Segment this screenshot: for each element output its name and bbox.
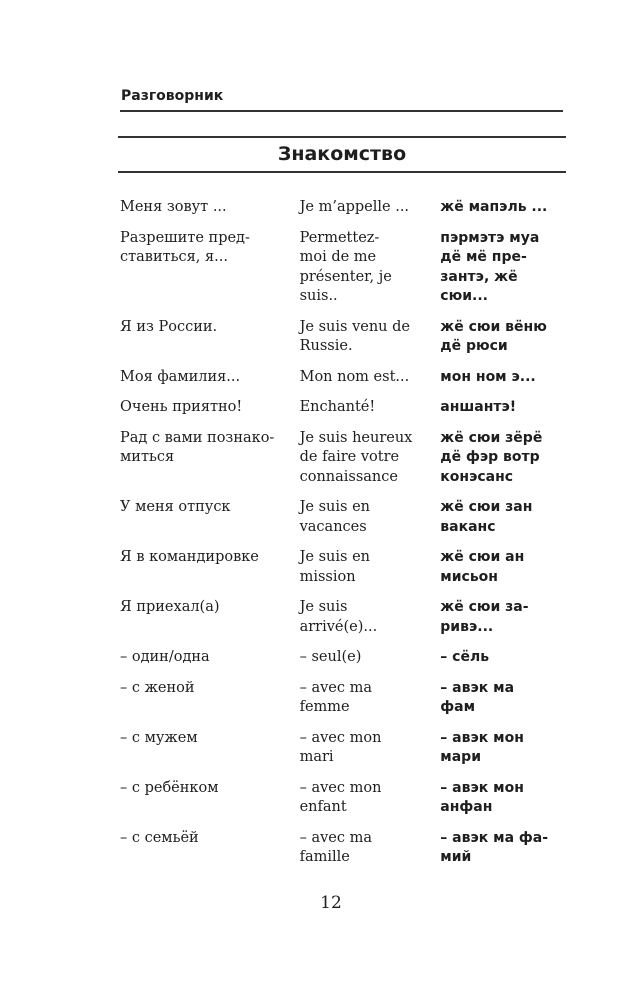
transcription: жё сюи за- ривэ... (440, 599, 529, 635)
russian-phrase: Моя фамилия... (120, 368, 241, 385)
phrase-row (120, 229, 570, 307)
french-phrase: Permettez- moi de me présenter, je suis.. (299, 229, 392, 304)
phrase-row (120, 318, 570, 357)
transcription: – авэк ма фа- мий (440, 829, 549, 865)
russian-phrase: – один/одна (120, 649, 210, 665)
russian-phrase: Рад с вами познако- миться (120, 429, 275, 465)
russian-phrase: Очень приятно! (120, 399, 243, 415)
phrase-row (120, 548, 570, 587)
phrase-row (120, 498, 570, 537)
phrase-row (120, 779, 570, 818)
french-phrase: Je suis arrivé(e)... (299, 599, 378, 635)
title-top-rule (118, 136, 566, 138)
phrase-row (120, 368, 570, 388)
phrase-row (120, 648, 570, 668)
russian-phrase: Я из России. (120, 318, 218, 335)
phrase-row (120, 429, 570, 488)
phrase-row (120, 829, 570, 868)
french-phrase: Enchanté! (299, 399, 376, 415)
transcription: жё сюи ан мисьон (440, 549, 525, 585)
french-phrase: Je suis heureux de faire votre connaissance (299, 429, 413, 485)
transcription: – авэк мон мари (440, 729, 524, 765)
russian-phrase: У меня отпуск (120, 499, 231, 515)
french-phrase: – avec mon mari (299, 729, 382, 765)
russian-phrase: – с ребёнком (120, 779, 219, 796)
running-header: Разговорник (121, 88, 224, 104)
phrase-row (120, 198, 570, 218)
header-rule (120, 110, 563, 112)
transcription: пэрмэтэ муа дё мё пре- зантэ, жё сюи... (440, 229, 540, 304)
page-number: 12 (320, 893, 342, 913)
phrase-row (120, 598, 570, 637)
section-title: Знакомство (277, 143, 407, 165)
russian-phrase: Я в командировке (120, 549, 259, 565)
transcription: жё сюи зёрё дё фэр вотр конэсанс (440, 429, 543, 485)
phrase-row (120, 398, 570, 418)
russian-phrase: – с женой (120, 679, 195, 696)
transcription: аншантэ! (440, 399, 517, 415)
russian-phrase: Разрешите пред- ставиться, я... (120, 229, 250, 265)
phrase-row (120, 679, 570, 718)
phrase-table (120, 198, 570, 879)
title-bottom-rule (118, 171, 566, 173)
french-phrase: – avec ma famille (299, 829, 372, 865)
french-phrase: Mon nom est... (299, 368, 410, 385)
french-phrase: Je m’appelle ... (299, 199, 410, 215)
transcription: – авэк мон анфан (440, 779, 524, 815)
french-phrase: Je suis en vacances (299, 499, 370, 535)
transcription: – сёль (440, 649, 490, 665)
transcription: жё сюи вёню дё рюси (440, 318, 547, 354)
transcription: мон ном э... (440, 368, 536, 385)
french-phrase: Je suis en mission (299, 549, 370, 585)
french-phrase: – seul(e) (299, 649, 362, 665)
transcription: жё сюи зан ваканс (440, 499, 533, 535)
russian-phrase: – с мужем (120, 729, 198, 746)
french-phrase: – avec mon enfant (299, 779, 382, 815)
phrase-row (120, 729, 570, 768)
french-phrase: Je suis venu de Russie. (299, 318, 410, 354)
russian-phrase: Я приехал(а) (120, 599, 220, 615)
russian-phrase: Меня зовут ... (120, 199, 227, 215)
transcription: – авэк ма фам (440, 679, 515, 715)
french-phrase: – avec ma femme (299, 679, 372, 715)
russian-phrase: – с семьёй (120, 829, 199, 846)
transcription: жё мапэль ... (440, 199, 548, 215)
